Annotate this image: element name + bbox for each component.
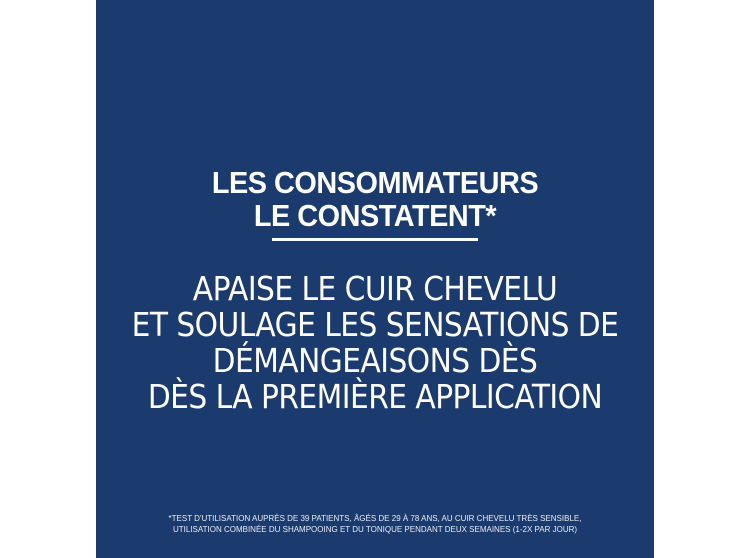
claim-line-2: ET SOULAGE LES SENSATIONS DE bbox=[131, 305, 619, 344]
footnote-line-2: UTILISATION COMBINÉE DU SHAMPOOING ET DU TONIQUE PENDANT DEUX SEMAINES (1-2X PAR JOUR) bbox=[172, 525, 578, 534]
footnote-line-1: *TEST D'UTILISATION AUPRÈS DE 39 PATIENTS, ÂGÉS DE 29 À 78 ANS, AU CUIR CHEVELU TRÈS SENSIBLE, bbox=[168, 514, 582, 523]
headline-line-1: LES CONSOMMATEURS bbox=[211, 165, 539, 200]
headline-line-2: LE CONSTATENT* bbox=[253, 198, 497, 233]
claim-line-4: DÈS LA PREMIÈRE APPLICATION bbox=[147, 377, 603, 416]
claim-line-3: DÉMANGEAISONS DÈS bbox=[212, 341, 538, 380]
product-claim bbox=[124, 271, 626, 415]
headline-underline bbox=[272, 238, 478, 241]
claim-line-1: APAISE LE CUIR CHEVELU bbox=[192, 269, 558, 308]
disclaimer-footnote bbox=[96, 513, 654, 535]
promo-panel bbox=[96, 0, 654, 558]
headline bbox=[116, 166, 635, 232]
